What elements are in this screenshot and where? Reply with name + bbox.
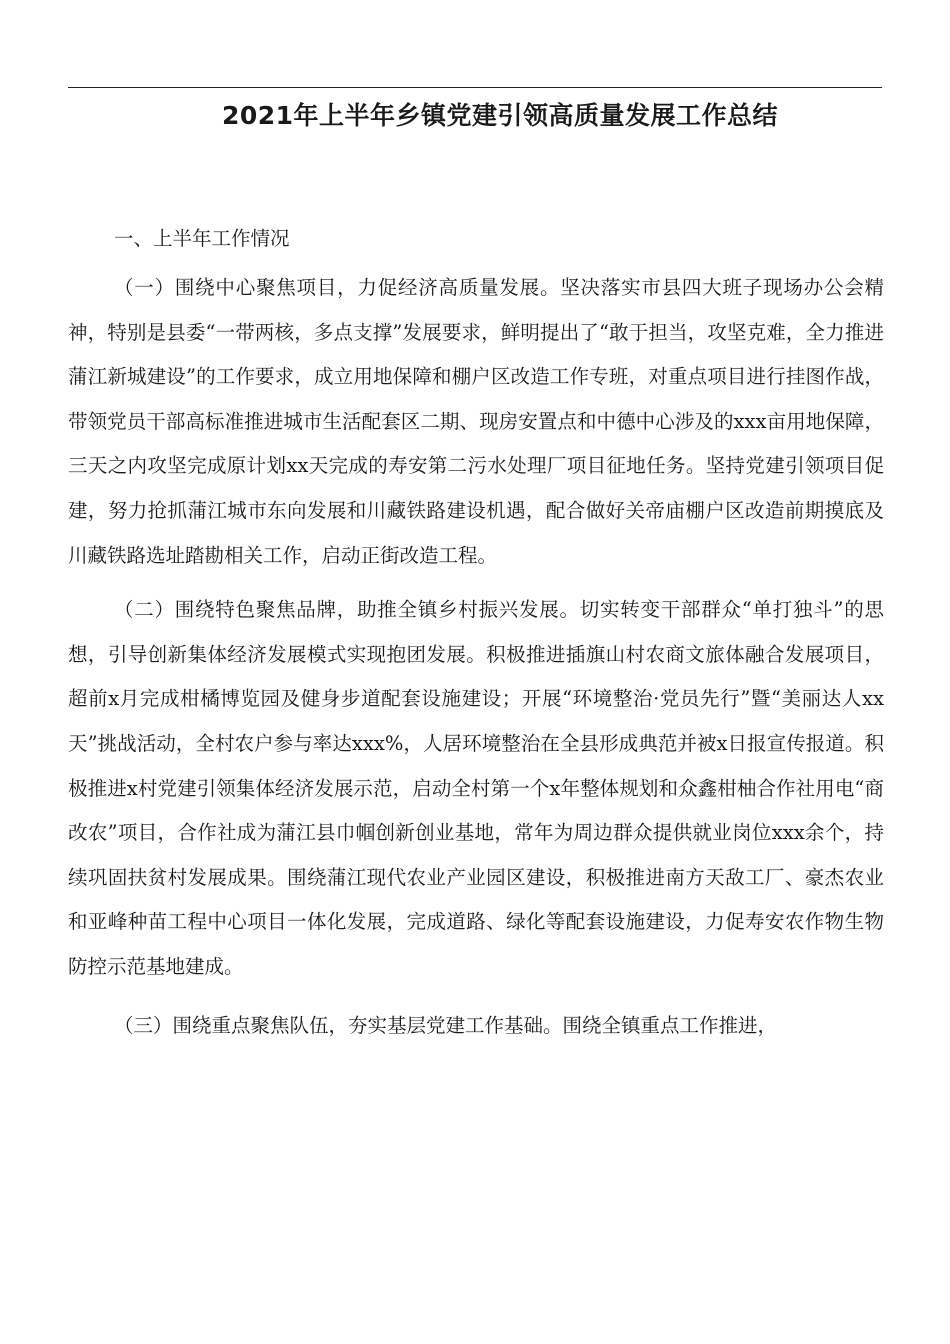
document-title: 2021年上半年乡镇党建引领高质量发展工作总结 <box>221 101 779 130</box>
paragraph-3: （三）围绕重点聚焦队伍，夯实基层党建工作基础。围绕全镇重点工作推进， <box>114 1013 778 1037</box>
document-body <box>68 220 884 1048</box>
header-rule <box>68 87 882 88</box>
paragraph-1: （一）围绕中心聚焦项目，力促经济高质量发展。坚决落实市县四大班子现场办公会精神，特别是县委“一带两核，多点支撑”发展要求，鲜明提出了“敢于担当，攻坚克难，全力推进蒲江新城建设”的工作要求，成立用地保障和棚户区改造工作专班，对重点项目进行挂图作战，带领党员干部高标准推进城市生活配套区二期、现房安置点和中德中心涉及的xxx亩用地保障，三天之内攻坚完成原计划xx天完成的寿安第二污水处理厂项目征地任务。坚持党建引领项目促建，努力抢抓蒲江城市东向发展和川藏铁路建设机遇，配合做好关帝庙棚户区改造前期摸底及川藏铁路选址踏勘相关工作，启动正街改造工程。 <box>68 276 884 567</box>
section-heading: 一、上半年工作情况 <box>114 227 290 250</box>
paragraph-2: （二）围绕特色聚焦品牌，助推全镇乡村振兴发展。切实转变干部群众“单打独斗”的思想，引导创新集体经济发展模式实现抱团发展。积极推进插旗山村农商文旅体融合发展项目，超前x月完成柑橘博览园及健身步道配套设施建设；开展“环境整治·党员先行”暨“美丽达人xx天”挑战活动，全村农户参与率达xxx%，人居环境整治在全县形成典范并被x日报宣传报道。积极推进x村党建引领集体经济发展示范，启动全村第一个x年整体规划和众鑫柑柚合作社用电“商改农”项目，合作社成为蒲江县巾帼创新创业基地，常年为周边群众提供就业岗位xxx余个，持续巩固扶贫村发展成果。围绕蒲江现代农业产业园区建设，积极推进南方天敌工厂、豪杰农业和亚峰种苗工程中心项目一体化发展，完成道路、绿化等配套设施建设，力促寿安农作物生物防控示范基地建成。 <box>68 598 884 978</box>
